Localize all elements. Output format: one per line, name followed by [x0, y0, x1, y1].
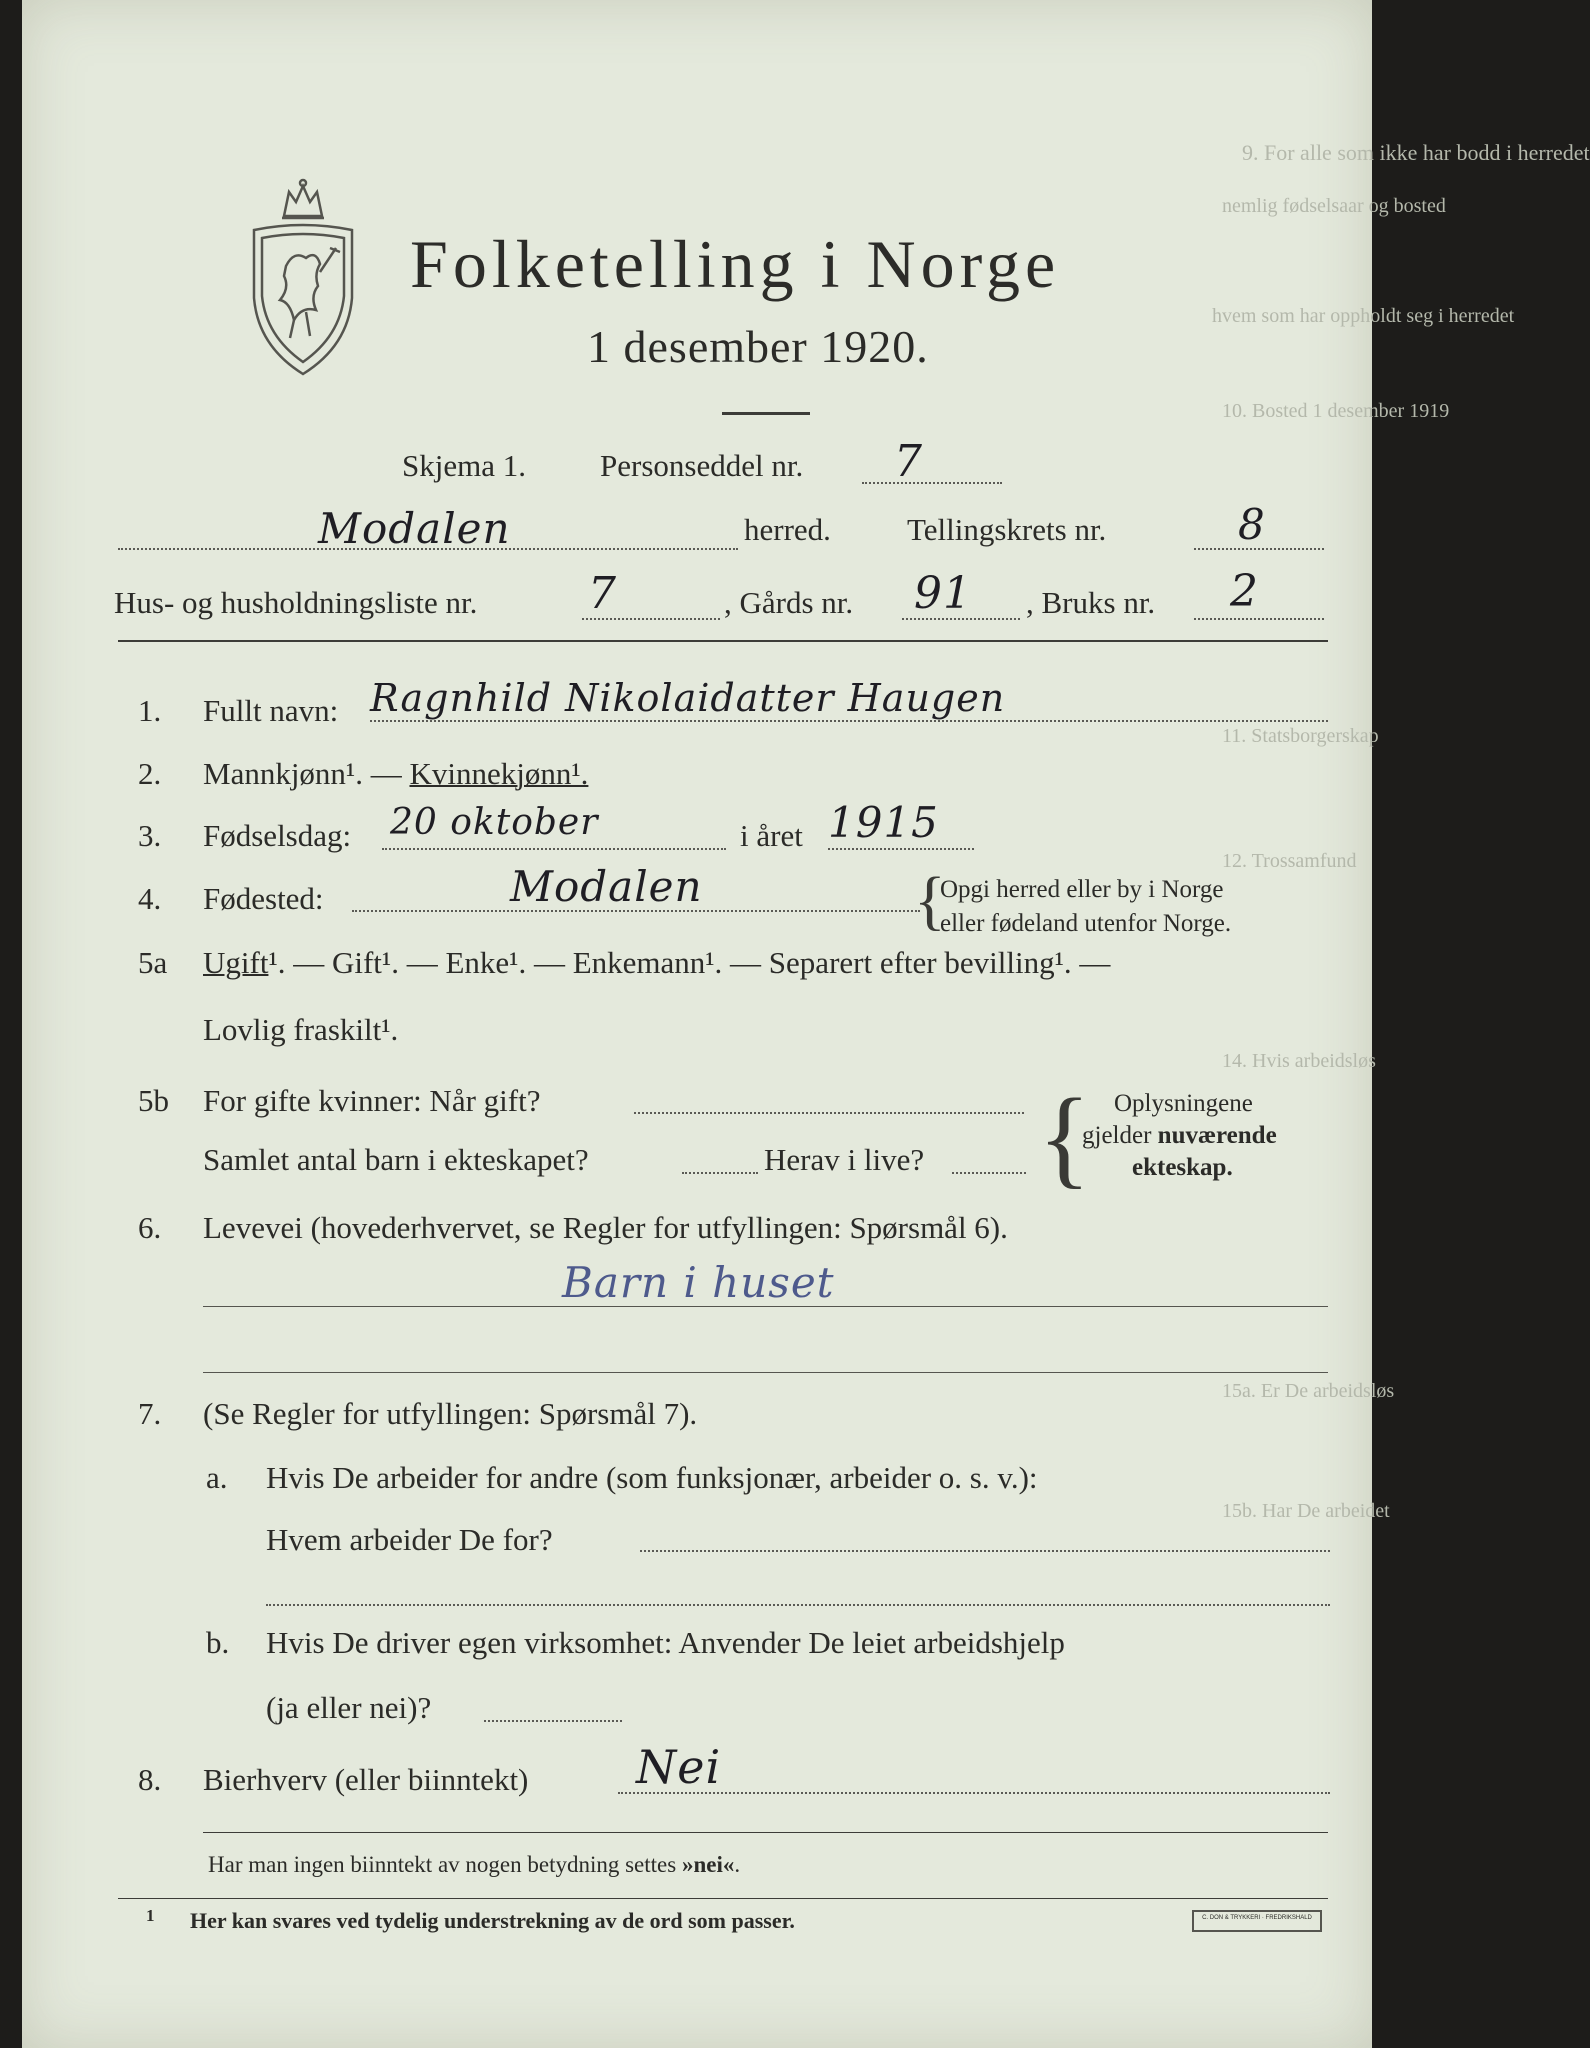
- section-divider: [118, 640, 1328, 642]
- gender-option-female-selected[interactable]: Kvinnekjønn¹.: [409, 756, 589, 791]
- q7a-letter: a.: [206, 1460, 228, 1495]
- question-number: 8.: [138, 1762, 162, 1797]
- birth-year-label: i året: [740, 818, 803, 853]
- bruks-label: , Bruks nr.: [1026, 585, 1156, 620]
- tellingskrets-label: Tellingskrets nr.: [907, 512, 1107, 547]
- question-number: 7.: [138, 1396, 162, 1431]
- personseddel-label: Personseddel nr.: [600, 448, 804, 483]
- coat-of-arms-icon: [244, 178, 362, 378]
- census-form-sheet: [22, 0, 1590, 2048]
- marriage-note-line2: [1082, 1122, 1277, 1150]
- question-number: 4.: [138, 881, 162, 916]
- gards-value: 91: [914, 568, 972, 619]
- footer-divider: [203, 1832, 1328, 1833]
- question-number: 3.: [138, 818, 162, 853]
- bleed-through-line: 15a. Er De arbeidsløs: [1222, 1380, 1395, 1402]
- question-number: 2.: [138, 756, 162, 791]
- printer-stamp: [1192, 1910, 1322, 1932]
- children-count-field[interactable]: [682, 1172, 758, 1174]
- title-divider: [722, 412, 810, 415]
- hus-value: 7: [588, 568, 617, 619]
- birthplace-note-brace: {: [914, 864, 946, 937]
- marriage-note-brace: {: [1038, 1076, 1091, 1198]
- children-alive-label: Herav i live?: [764, 1142, 925, 1177]
- gards-label: , Gårds nr.: [724, 585, 854, 620]
- skjema-label: Skjema 1.: [402, 448, 526, 483]
- employer-field-line2[interactable]: [266, 1604, 1330, 1606]
- form-title: Folketelling i Norge: [410, 226, 1061, 302]
- birthplace-note-line2: eller fødeland utenfor Norge.: [940, 910, 1232, 937]
- footnote-divider: [118, 1898, 1328, 1899]
- bleed-through-line: 10. Bosted 1 desember 1919: [1222, 400, 1450, 422]
- q7a-line1: Hvis De arbeider for andre (som funksjonær, arbeider o. s. v.):: [266, 1460, 1038, 1495]
- marriage-note-line3: ekteskap.: [1132, 1154, 1233, 1181]
- occupation-label: Levevei (hovederhvervet, se Regler for utfyllingen: Spørsmål 6).: [203, 1210, 1008, 1245]
- married-when-label: For gifte kvinner: Når gift?: [203, 1083, 541, 1118]
- marriage-note-emphasis: nuværende: [1157, 1122, 1277, 1149]
- personseddel-value: 7: [894, 436, 923, 487]
- full-name-value: Ragnhild Nikolaidatter Haugen: [370, 676, 1006, 720]
- q7b-line1: Hvis De driver egen virksomhet: Anvender De leiet arbeidshjelp: [266, 1625, 1065, 1660]
- marital-option-rest[interactable]: ¹. — Gift¹. — Enke¹. — Enkemann¹. — Separert efter bevilling¹. —: [268, 945, 1111, 980]
- q7-label: (Se Regler for utfyllingen: Spørsmål 7).: [203, 1396, 698, 1431]
- married-when-field[interactable]: [634, 1112, 1024, 1114]
- employer-field[interactable]: [640, 1550, 1330, 1552]
- bleed-through-line: 14. Hvis arbeidsløs: [1222, 1050, 1376, 1072]
- birthplace-value: Modalen: [510, 862, 703, 911]
- side-income-label: Bierhverv (eller biinntekt): [203, 1762, 529, 1797]
- side-income-value: Nei: [636, 1740, 722, 1794]
- footer-note-end: .: [734, 1852, 741, 1877]
- question-number: 1.: [138, 693, 162, 728]
- birthplace-note-line1: Opgi herred eller by i Norge: [940, 876, 1224, 903]
- children-count-label: Samlet antal barn i ekteskapet?: [203, 1142, 589, 1177]
- marriage-note-line1: Oplysningene: [1114, 1090, 1253, 1117]
- gender-option-male[interactable]: Mannkjønn¹. —: [203, 756, 410, 791]
- tellingskrets-value: 8: [1238, 500, 1266, 549]
- q7b-letter: b.: [206, 1625, 230, 1660]
- bleed-through-line: 9. For alle som ikke har bodd i herredet: [1242, 140, 1590, 165]
- bleed-through-line: 12. Trossamfund: [1222, 850, 1357, 872]
- marital-status-options: [203, 945, 1110, 981]
- footnote-number: 1: [146, 1906, 155, 1925]
- footnote-text: Her kan svares ved tydelig understrekning av de ord som passer.: [190, 1908, 795, 1933]
- question-number: 6.: [138, 1210, 162, 1245]
- bleed-through-line: 11. Statsborgerskap: [1222, 725, 1379, 747]
- hus-label: Hus- og husholdningsliste nr.: [114, 585, 478, 620]
- birth-year-field[interactable]: [828, 848, 974, 850]
- marital-option-divorced[interactable]: Lovlig fraskilt¹.: [203, 1012, 399, 1047]
- hired-help-field[interactable]: [484, 1720, 622, 1722]
- question-number: 5b: [138, 1083, 169, 1118]
- herred-value: Modalen: [318, 504, 511, 553]
- personseddel-field[interactable]: [862, 482, 1002, 484]
- footer-note-emphasis: »nei«: [681, 1852, 735, 1877]
- footer-note: [208, 1852, 740, 1878]
- employer-label: Hvem arbeider De for?: [266, 1522, 553, 1557]
- footer-note-text: Har man ingen biinntekt av nogen betydning settes: [208, 1852, 682, 1877]
- occupation-value: Barn i huset: [562, 1258, 835, 1307]
- hired-help-label: (ja eller nei)?: [266, 1690, 432, 1725]
- form-date: 1 desember 1920.: [587, 321, 929, 372]
- herred-label: herred.: [744, 512, 831, 547]
- children-alive-field[interactable]: [952, 1172, 1026, 1174]
- bleed-through-line: nemlig fødselsaar og bosted: [1222, 195, 1446, 217]
- marriage-note-text: gjelder: [1082, 1122, 1158, 1149]
- full-name-field[interactable]: [370, 720, 1328, 722]
- bruks-field[interactable]: [1194, 618, 1324, 620]
- occupation-field-line2[interactable]: [203, 1372, 1328, 1373]
- printer-stamp-text: C. DON & TRYKKERI · FREDRIKSHALD: [1202, 1915, 1312, 1921]
- marital-option-ugift-selected[interactable]: Ugift: [203, 945, 269, 980]
- birth-year-value: 1915: [828, 798, 939, 847]
- bleed-through-line: hvem som har oppholdt seg i herredet: [1212, 305, 1515, 327]
- bruks-value: 2: [1230, 566, 1259, 617]
- gender-options: [203, 756, 588, 792]
- birthday-value: 20 oktober: [390, 802, 599, 843]
- question-number: 5a: [138, 945, 168, 980]
- birthday-label: Fødselsdag:: [203, 818, 352, 853]
- full-name-label: Fullt navn:: [203, 693, 339, 728]
- bleed-through-line: 15b. Har De arbeidet: [1222, 1500, 1390, 1522]
- birthplace-label: Fødested:: [203, 881, 324, 916]
- birthday-field[interactable]: [382, 848, 726, 850]
- side-income-field[interactable]: [618, 1792, 1330, 1794]
